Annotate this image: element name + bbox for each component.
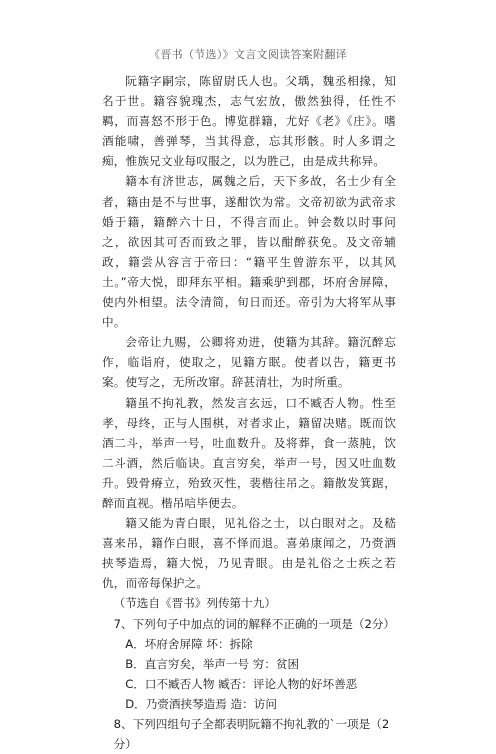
paragraph-4: 籍虽不拘礼教，然发言玄远，口不臧否人物。性至孝，母终，正与人围棋，对者求止，籍留决赌。既而饮酒二斗，举声一号，吐血数升。及将葬，食一蒸肫，饮二斗酒，然后临诀。直言穷矣，举声一号，因又吐血数升。毁骨瘠立，殆致灭性，裴楷往吊之。籍散发箕踞，醉而直视。楷吊唁毕便去。 (102, 395, 396, 510)
document-title: 《晋书（节选）》文言文阅读答案附翻译 (149, 48, 347, 61)
paragraph-2: 籍本有济世志，属魏之后，天下多故，名士少有全者，籍由是不与世事，遂酣饮为常。文帝初欲为武帝求婚于籍，籍醉六十日，不得言而止。钟会数以时事问之，欲因其可否而致之罪，皆以酣醉获免。及文帝辅政，籍尝从容言于帝曰：“籍平生曾游东平，以其风土。”帝大悦，即拜东平相。籍乘驴到郡，坏府舍屏障，使内外相望。法令清简，旬日而还。帝引为大将军从事中。 (102, 174, 396, 330)
question-7-stem: 7、下列句子中加点的词的解释不正确的一项是（2分） (113, 616, 396, 631)
paragraph-3: 会帝让九赐，公卿将劝进，使籍为其辞。籍沉醉忘作，临诣府，使取之，见籍方眠。使者以告，籍更书案。使写之，无所改窜。辞甚清壮，为时所重。 (102, 335, 396, 390)
question-8-stem: 8、下列四组句子全都表明阮籍不拘礼教的`一项是（2分） (113, 717, 390, 752)
question-7-option-a: A．坏府舍屏障 坏：拆除 (125, 636, 253, 651)
question-7-option-d: D．乃赍酒挟琴造焉 造：访问 (125, 696, 277, 711)
paragraph-5: 籍又能为青白眼，见礼俗之士，以白眼对之。及嵇喜来吊，籍作白眼，喜不怿而退。喜弟康闻之，乃赍酒挟琴造焉，籍大悦，乃见青眼。由是礼俗之士疾之若仇，而帝每保护之。 (102, 516, 396, 591)
question-7-option-b: B．直言穷矣，举声一号 穷：贫困 (125, 656, 300, 671)
paragraph-1: 阮籍字嗣宗，陈留尉氏人也。父瑀，魏丞相掾，知名于世。籍容貌瑰杰，志气宏放，傲然独得，任性不羁，而喜怒不形于色。博览群籍，尤好《老》《庄》。嗜酒能啸，善弹琴，当其得意，忘其形骸。时人多谓之痴，惟族兄文业每叹服之，以为胜己，由是成共称异。 (102, 74, 396, 169)
question-7-option-c: C．口不臧否人物 臧否：评论人物的好坏善恶 (125, 676, 358, 691)
document-body (102, 71, 396, 754)
source-note: （节选自《晋书》列传第十九） (113, 596, 276, 611)
